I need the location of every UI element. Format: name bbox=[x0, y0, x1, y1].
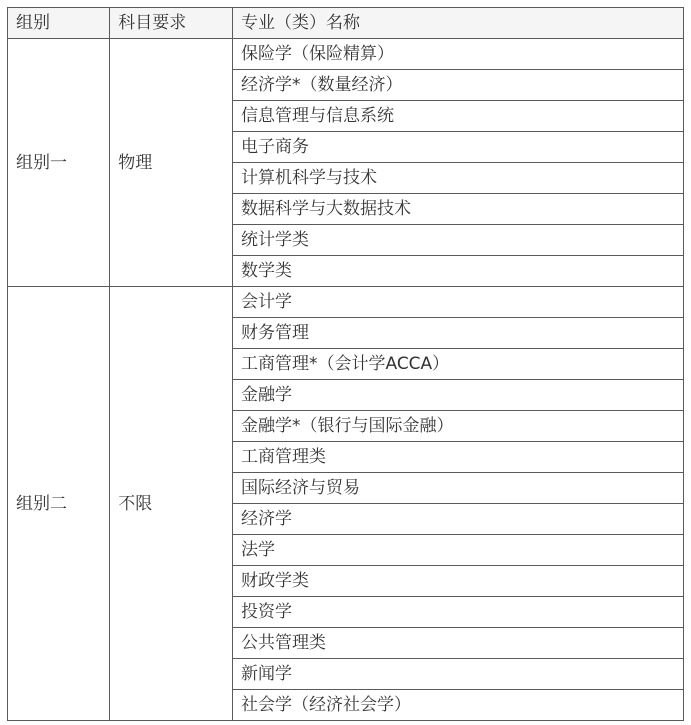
major-name: 财务管理 bbox=[232, 318, 683, 349]
header-subject: 科目要求 bbox=[110, 8, 233, 39]
major-name: 金融学 bbox=[232, 380, 683, 411]
major-name: 工商管理*（会计学ACCA） bbox=[232, 349, 683, 380]
major-name: 法学 bbox=[232, 535, 683, 566]
majors-table bbox=[7, 7, 684, 721]
major-name: 财政学类 bbox=[232, 566, 683, 597]
table-body bbox=[8, 39, 684, 721]
table-row bbox=[8, 39, 684, 70]
major-name: 计算机科学与技术 bbox=[232, 163, 683, 194]
major-name: 会计学 bbox=[232, 287, 683, 318]
table-row bbox=[8, 287, 684, 318]
major-name: 金融学*（银行与国际金融） bbox=[232, 411, 683, 442]
header-group: 组别 bbox=[8, 8, 110, 39]
major-name: 国际经济与贸易 bbox=[232, 473, 683, 504]
major-name: 电子商务 bbox=[232, 132, 683, 163]
major-name: 公共管理类 bbox=[232, 628, 683, 659]
major-name: 保险学（保险精算） bbox=[232, 39, 683, 70]
major-name: 投资学 bbox=[232, 597, 683, 628]
major-name: 数学类 bbox=[232, 256, 683, 287]
major-name: 经济学 bbox=[232, 504, 683, 535]
major-name: 新闻学 bbox=[232, 659, 683, 690]
major-name: 社会学（经济社会学） bbox=[232, 690, 683, 721]
major-name: 经济学*（数量经济） bbox=[232, 70, 683, 101]
subject-requirement: 物理 bbox=[110, 39, 233, 287]
subject-requirement: 不限 bbox=[110, 287, 233, 721]
major-name: 统计学类 bbox=[232, 225, 683, 256]
major-name: 信息管理与信息系统 bbox=[232, 101, 683, 132]
header-row bbox=[8, 8, 684, 39]
major-name: 工商管理类 bbox=[232, 442, 683, 473]
group-name: 组别一 bbox=[8, 39, 110, 287]
major-name: 数据科学与大数据技术 bbox=[232, 194, 683, 225]
group-name: 组别二 bbox=[8, 287, 110, 721]
header-major: 专业（类）名称 bbox=[232, 8, 683, 39]
